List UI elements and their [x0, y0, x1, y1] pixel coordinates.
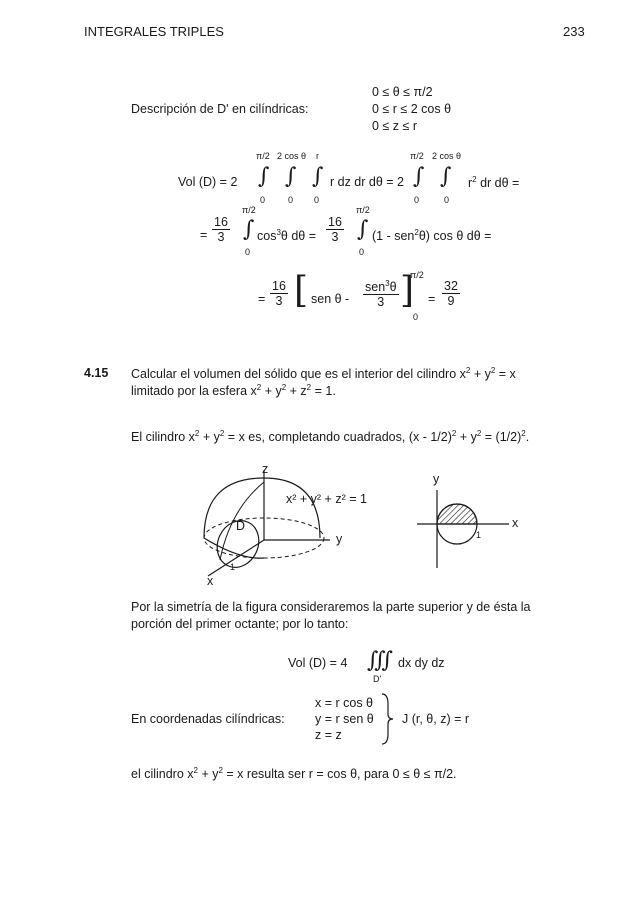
- sen-theta: sen θ -: [311, 292, 350, 306]
- axis-one-label: 1: [230, 562, 236, 572]
- fraction-32-9: $\frac{32}{9}$: [444, 279, 458, 308]
- limit-lower-3: 0: [314, 195, 320, 205]
- left-bracket: [: [294, 270, 309, 311]
- vol-lhs: Vol (D) = 2: [178, 175, 238, 189]
- integral-sign-6: ∫: [243, 217, 255, 242]
- z-axis-label: z: [262, 462, 269, 476]
- limit-lower-4: 0: [414, 195, 420, 205]
- last-line: el cilindro $x^2 + y^2 = x$ resulta ser r = cos θ, para 0 ≤ θ ≤ π/2.: [131, 766, 457, 782]
- limit-upper-1: π/2: [256, 151, 270, 161]
- coord-x: x = r cos θ: [315, 696, 374, 710]
- limit-upper-6: π/2: [242, 205, 256, 215]
- integral-sign-1: ∫: [258, 164, 270, 189]
- y-axis-label-2d: y: [433, 472, 440, 486]
- sphere-equation-label: x² + y² + z² = 1: [286, 492, 367, 506]
- right-brace: [380, 692, 394, 746]
- integral-sign-2: ∫: [285, 164, 297, 189]
- cylinder-completion: El cilindro $x^2 + y^2 = x$ es, completando cuadrados, $(x - 1/2)^2 + y^2 = (1/2)^2$.: [131, 429, 530, 445]
- one-label-2d: 1: [476, 530, 482, 540]
- condition-theta: 0 ≤ θ ≤ π/2: [372, 85, 433, 99]
- vol2-domain: D': [373, 674, 382, 684]
- coord-y: y = r sen θ: [315, 712, 374, 726]
- region-d-label: D: [236, 519, 246, 533]
- bracket-upper-limit: π/2: [410, 270, 424, 280]
- fraction-16-3-b: $\frac{16}{3}$: [328, 215, 342, 244]
- line2-tail: (1 - sen$^2$θ) cos θ dθ =: [372, 228, 492, 244]
- equals-4: =: [428, 292, 436, 306]
- sphere-cylinder-figure: [180, 460, 380, 590]
- fraction-sen3-3: sen$^3$θ 3: [365, 279, 397, 310]
- problem-text-line2: limitado por la esfera $x^2 + y^2 + z^2 = 1$.: [131, 383, 336, 399]
- triple-integral-sign: ∭: [367, 648, 394, 673]
- problem-number: 4.15: [84, 366, 109, 380]
- integral-sign-4: ∫: [413, 164, 425, 189]
- limit-lower-2: 0: [288, 195, 294, 205]
- problem-text-line1: Calcular el volumen del sólido que es el interior del cilindro $x^2 + y^2 = x$: [131, 366, 516, 382]
- limit-upper-7: π/2: [356, 205, 370, 215]
- limit-lower-6: 0: [245, 247, 251, 257]
- vol2-differentials: dx dy dz: [398, 656, 445, 670]
- limit-upper-5: 2 cos θ: [432, 151, 462, 161]
- limit-lower-1: 0: [260, 195, 266, 205]
- paragraph-line2: porción del primer octante; por lo tanto:: [131, 617, 349, 631]
- limit-lower-5: 0: [444, 195, 450, 205]
- equals-2: =: [200, 228, 208, 242]
- limit-lower-7: 0: [359, 247, 365, 257]
- paragraph-line1: Por la simetría de la figura consideraremos la parte superior y de ésta la: [131, 600, 531, 614]
- integral-sign-7: ∫: [357, 217, 369, 242]
- coord-z: z = z: [315, 728, 342, 742]
- right-bracket: ]: [400, 270, 415, 311]
- x-axis-label: x: [207, 574, 214, 588]
- page-number: 233: [563, 24, 585, 39]
- fraction-16-3-c: $\frac{16}{3}$: [272, 279, 286, 308]
- y-axis-label: y: [336, 532, 343, 546]
- limit-upper-2: 2 cos θ: [277, 151, 307, 161]
- bracket-lower-limit: 0: [413, 312, 419, 322]
- integrand-2: $r^2$ dr dθ =: [468, 175, 520, 191]
- condition-r: 0 ≤ r ≤ 2 cos θ: [372, 102, 452, 116]
- fraction-16-3-a: $\frac{16}{3}$: [214, 215, 228, 244]
- desc-label: Descripción de D' en cilíndricas:: [131, 102, 309, 116]
- coords-label: En coordenadas cilíndricas:: [131, 712, 285, 726]
- jacobian: J (r, θ, z) = r: [402, 712, 470, 726]
- running-title: INTEGRALES TRIPLES: [84, 24, 224, 39]
- x-axis-label-2d: x: [512, 516, 519, 530]
- cos-term: $\cos^3\theta$ dθ =: [257, 228, 317, 244]
- vol2-lhs: Vol (D) = 4: [288, 656, 348, 670]
- integral-sign-5: ∫: [440, 164, 452, 189]
- equals-3: =: [258, 292, 266, 306]
- integrand-1: r dz dr dθ = 2: [330, 175, 404, 189]
- limit-upper-3: r: [316, 151, 319, 161]
- integral-sign-3: ∫: [312, 164, 324, 189]
- condition-z: 0 ≤ z ≤ r: [372, 119, 417, 133]
- limit-upper-4: π/2: [410, 151, 424, 161]
